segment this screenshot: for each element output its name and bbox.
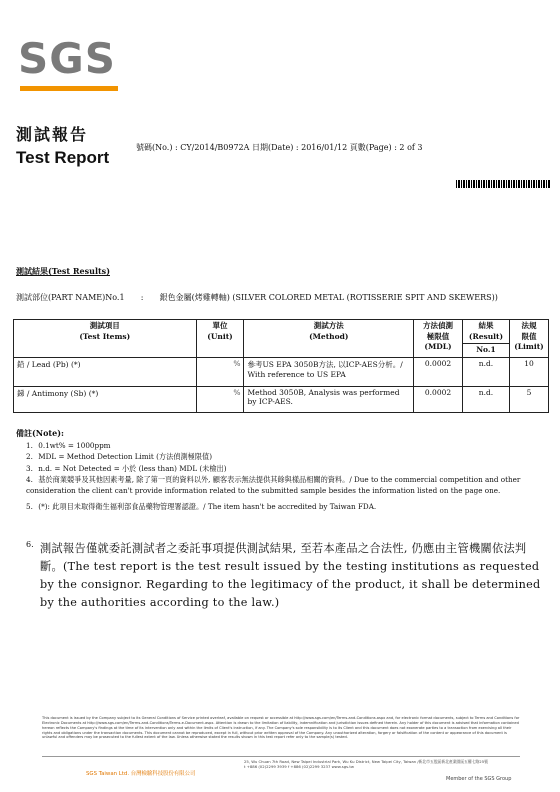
cell-result: n.d.	[462, 386, 509, 412]
header-result-no: No.1	[462, 344, 509, 358]
results-table	[13, 319, 549, 413]
header-test-items: 測試項目 (Test Items)	[14, 320, 197, 358]
table-header-row	[14, 320, 549, 344]
part-colon: :	[140, 293, 144, 302]
note-item: 3. n.d. = Not Detected = 小於 (less than) MDL (未檢出)	[26, 463, 227, 473]
part-name-value: 銀色金屬(烤雞轉軸) (SILVER COLORED METAL (ROTISSERIE SPIT AND SKEWERS))	[159, 293, 498, 302]
header-mdl: 方法偵測 極限值 (MDL)	[414, 320, 463, 358]
sgs-logo	[18, 30, 126, 94]
cell-unit: %	[196, 386, 244, 412]
note-legal-num: 6.	[26, 540, 34, 549]
cell-method: Method 3050B, Analysis was performed by ICP-AES.	[244, 386, 414, 412]
title-chinese: 測試報告	[16, 125, 89, 144]
cell-result: n.d.	[462, 357, 509, 386]
note-item: 5. (*): 此項目未取得衛生福利部食品藥物管理署認證。/ The item hasn't be accredited by Taiwan FDA.	[26, 502, 377, 512]
footer-divider	[42, 756, 520, 757]
footer-company	[86, 760, 195, 779]
cell-limit: 5	[509, 386, 548, 412]
logo-text: SGS	[18, 34, 116, 83]
cell-mdl: 0.0002	[414, 386, 463, 412]
cell-method: 參考US EPA 3050B方法, 以ICP-AES分析。/ With reference to US EPA	[244, 357, 414, 386]
cell-mdl: 0.0002	[414, 357, 463, 386]
note-item: 2. MDL = Method Detection Limit (方法偵測極限值)	[26, 452, 213, 462]
address-line-2: t +886 (02)2299 3939 f +886 (02)2299 3237 www.sgs.tw	[244, 764, 354, 770]
report-meta: 號碼(No.) : CY/2014/B0972A 日期(Date) : 2016/01/12 頁數(Page) : 2 of 3	[136, 143, 423, 152]
header-result: 結果 (Result)	[462, 320, 509, 344]
header-unit: 單位 (Unit)	[196, 320, 244, 358]
notes-heading: 備註(Note):	[16, 428, 64, 438]
member-line: Member of the SGS Group	[446, 776, 512, 782]
note-item: 1. 0.1wt% = 1000ppm	[26, 441, 111, 450]
footer-address	[244, 759, 488, 770]
cell-unit: %	[196, 357, 244, 386]
part-name-line	[16, 292, 498, 303]
table-row	[14, 386, 549, 412]
cell-limit: 10	[509, 357, 548, 386]
footer-disclaimer: This document is issued by the Company subject to its General Conditions of Service printed overleaf, available on request or accessible at http://www.sgs.com/en/Terms-and-Conditions.aspx and, for electronic format documents, subject to Terms and Conditions for Electronic Documents at http://www.sgs.com/en/Terms-and-Conditions/Terms-e-Document.aspx. Attention is drawn to the limitation of liability, indemnification and jurisdiction issues defined therein. Any holder of this document is advised that information contained hereon reflects the Company's findings at the time of its intervention only and within the limits of Client's instruction, if any. The Company's sole responsibility is to its Client and this document does not exonerate parties to a transaction from exercising all their rights and obligations under the transaction documents. This document cannot be reproduced, except in full, without prior written approval of the Company. Any unauthorized alteration, forgery or falsification of the content or appearance of this document is unlawful and offenders may be prosecuted to the fullest extent of the law. Unless otherwise stated the results shown in this test report refer only to the sample(s) tested.	[42, 716, 520, 740]
notes-list	[26, 441, 546, 514]
cell-item: 銻 / Antimony (Sb) (*)	[14, 386, 197, 412]
note-item: 4. 基於商業競爭及其他因素考量, 除了第一頁的資料以外, 顧客表示無法提供其餘與樣品相關的資料。/ Due to the commercial competition and other consideration the client can't provide information related to the submitted sample besides the information listed on the page one.	[26, 475, 521, 495]
cell-item: 鉛 / Lead (Pb) (*)	[14, 357, 197, 386]
address-line-1: 25, Wu Chuan 7th Road, New Taipei Industrial Park, Wu Ku District, New Taipei City, Taiwan /新北市五股區新北產業園區五權七路25號	[244, 759, 488, 764]
table-row	[14, 357, 549, 386]
company-name: SGS Taiwan Ltd. 台灣檢驗科技股份有限公司	[86, 771, 196, 777]
results-heading: 測試結果(Test Results)	[16, 266, 110, 276]
header-limit: 法規 限值 (Limit)	[509, 320, 548, 358]
header-method: 測試方法 (Method)	[244, 320, 414, 358]
barcode	[456, 180, 550, 188]
logo-accent-bar	[20, 86, 118, 91]
note-legal-text: 測試報告僅就委託測試者之委託事項提供測試結果, 至若本產品之合法性, 仍應由主管機關依法判斷。(The test report is the test result issued by the testing institutions as requested by the consignor. Regarding to the legitimacy of the product, it shall be determined by the authorities according to the law.)	[40, 542, 541, 610]
part-name-label: 測試部位(PART NAME)No.1	[16, 293, 125, 302]
title-english: Test Report	[16, 148, 110, 167]
